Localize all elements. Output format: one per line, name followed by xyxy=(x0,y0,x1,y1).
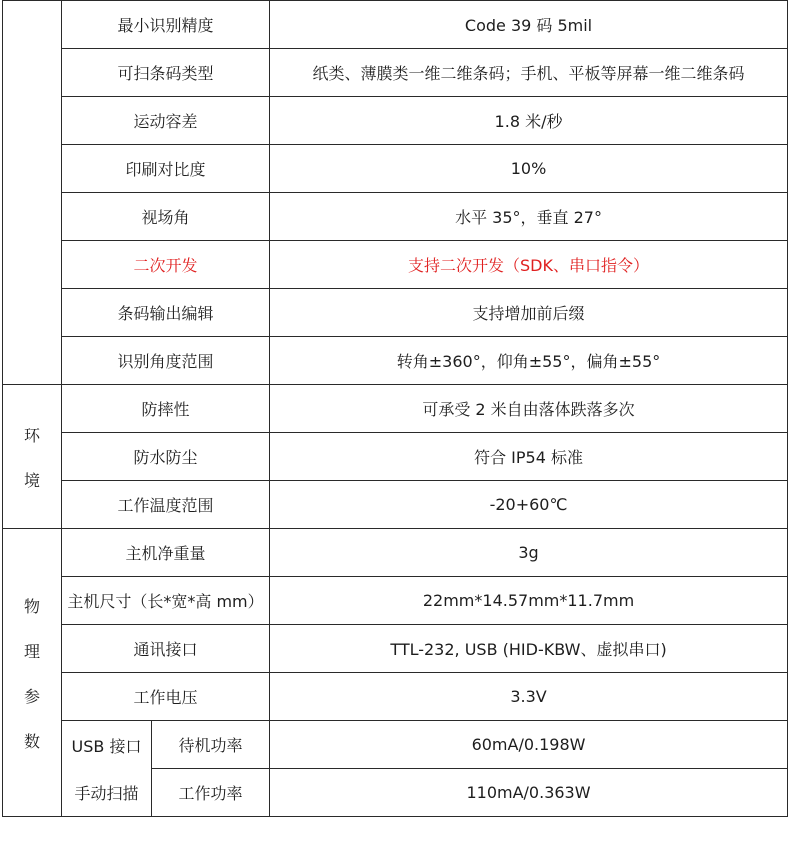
power-group-cell xyxy=(62,721,152,817)
spec-label: 工作功率 xyxy=(152,769,270,817)
spec-label: 工作温度范围 xyxy=(62,481,270,529)
spec-value: 支持增加前后缀 xyxy=(270,289,788,337)
spec-label: 可扫条码类型 xyxy=(62,49,270,97)
spec-value: TTL-232, USB (HID-KBW、虚拟串口) xyxy=(270,625,788,673)
table-row xyxy=(3,433,788,481)
spec-value: Code 39 码 5mil xyxy=(270,1,788,49)
power-group-line1: USB 接口 xyxy=(71,736,142,756)
table-row xyxy=(3,97,788,145)
spec-value: 转角±360°，仰角±55°，偏角±55° xyxy=(270,337,788,385)
table-row xyxy=(3,289,788,337)
group-cell-top xyxy=(3,1,62,385)
spec-value: 水平 35°，垂直 27° xyxy=(270,193,788,241)
spec-label: 视场角 xyxy=(62,193,270,241)
group-char: 参 xyxy=(23,686,40,706)
spec-value: 60mA/0.198W xyxy=(270,721,788,769)
spec-value: 3g xyxy=(270,529,788,577)
spec-value: 10% xyxy=(270,145,788,193)
group-char: 理 xyxy=(23,641,40,661)
spec-value: 支持二次开发（SDK、串口指令） xyxy=(270,241,788,289)
group-char: 物 xyxy=(23,596,40,616)
spec-label: 工作电压 xyxy=(62,673,270,721)
spec-value: -20+60℃ xyxy=(270,481,788,529)
spec-value: 纸类、薄膜类一维二维条码；手机、平板等屏幕一维二维条码 xyxy=(270,49,788,97)
spec-label: 条码输出编辑 xyxy=(62,289,270,337)
spec-label: 通讯接口 xyxy=(62,625,270,673)
group-char: 数 xyxy=(23,731,40,751)
spec-label: 防摔性 xyxy=(62,385,270,433)
spec-label: 二次开发 xyxy=(62,241,270,289)
group-cell-environment xyxy=(3,385,62,529)
spec-value: 可承受 2 米自由落体跌落多次 xyxy=(270,385,788,433)
spec-label: 待机功率 xyxy=(152,721,270,769)
table-row xyxy=(3,625,788,673)
table-row xyxy=(3,1,788,49)
spec-label: 防水防尘 xyxy=(62,433,270,481)
spec-value: 1.8 米/秒 xyxy=(270,97,788,145)
group-char: 环 xyxy=(23,425,40,445)
table-row xyxy=(3,577,788,625)
spec-table xyxy=(2,0,788,817)
spec-value: 110mA/0.363W xyxy=(270,769,788,817)
spec-value: 22mm*14.57mm*11.7mm xyxy=(270,577,788,625)
spec-label: 识别角度范围 xyxy=(62,337,270,385)
table-row xyxy=(3,385,788,433)
spec-label: 主机尺寸（长*宽*高 mm） xyxy=(62,577,270,625)
table-row xyxy=(3,337,788,385)
spec-label: 运动容差 xyxy=(62,97,270,145)
table-row-highlight xyxy=(3,241,788,289)
table-row xyxy=(3,145,788,193)
spec-value: 符合 IP54 标准 xyxy=(270,433,788,481)
table-row xyxy=(3,721,788,769)
table-row xyxy=(3,481,788,529)
spec-label: 主机净重量 xyxy=(62,529,270,577)
table-row xyxy=(3,193,788,241)
table-row xyxy=(3,673,788,721)
spec-value: 3.3V xyxy=(270,673,788,721)
group-char: 境 xyxy=(23,470,40,490)
table-row xyxy=(3,49,788,97)
group-cell-physical xyxy=(3,529,62,817)
power-group-line2: 手动扫描 xyxy=(74,783,139,803)
spec-label: 最小识别精度 xyxy=(62,1,270,49)
spec-label: 印刷对比度 xyxy=(62,145,270,193)
table-row xyxy=(3,529,788,577)
